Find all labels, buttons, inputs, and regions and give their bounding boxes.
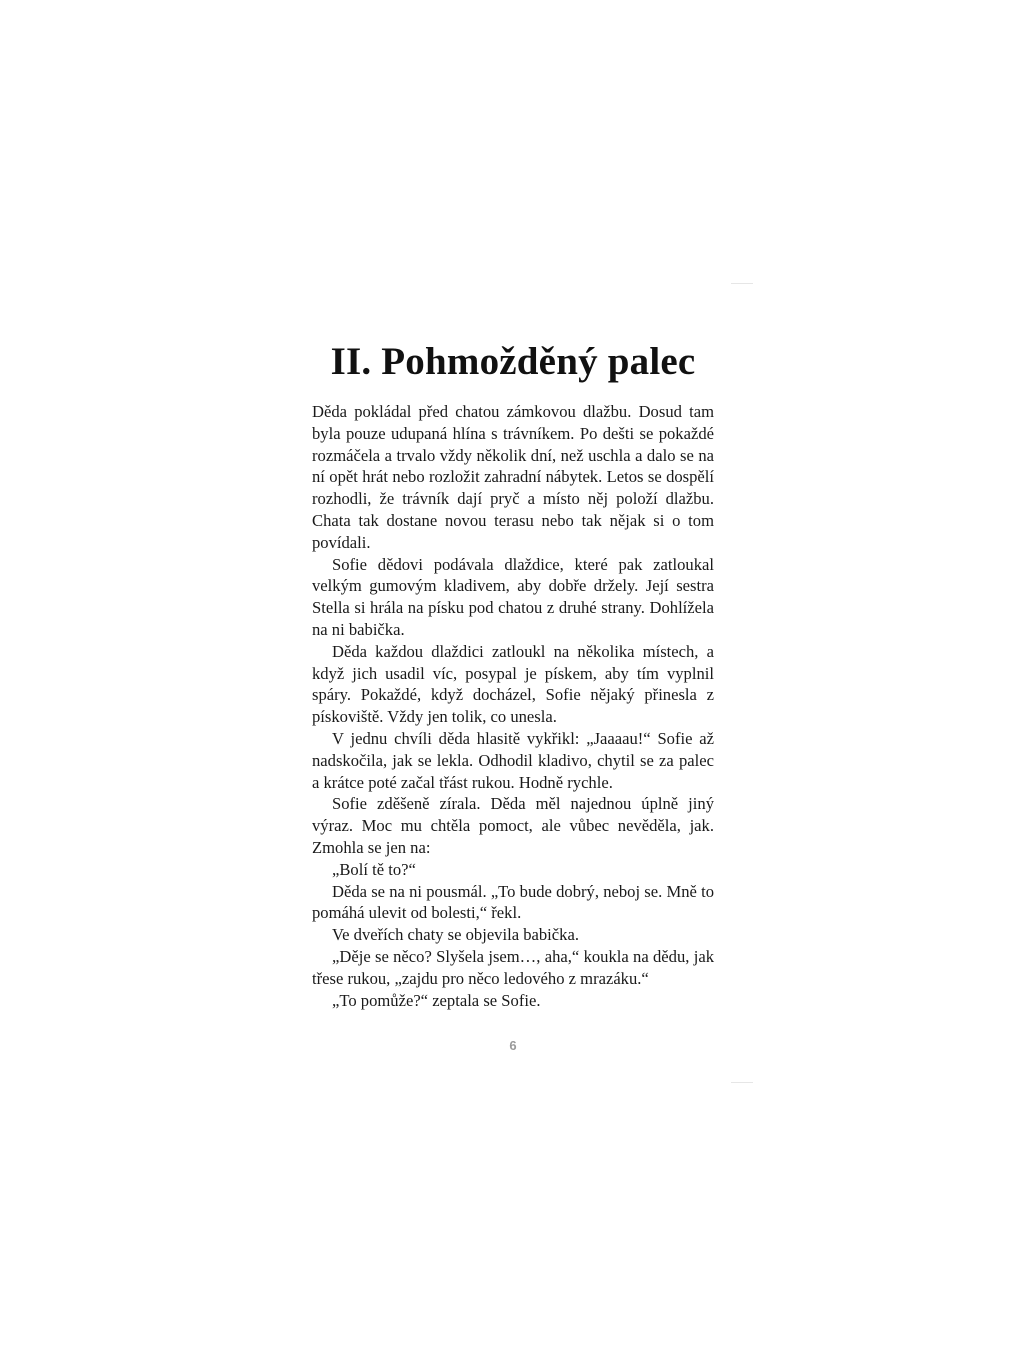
paragraph: Ve dveřích chaty se objevila babička. bbox=[332, 925, 579, 945]
crop-mark-top bbox=[731, 283, 753, 284]
paragraph: V jednu chvíli děda hlasitě vykřikl: „Jaaaau!“ Sofie až nadskočila, jak se lekla. Odhodil kladivo, chytil se za palec a krátce poté začal třást rukou. Hodně rychle. bbox=[312, 728, 714, 792]
paragraph: Děda se na ni pousmál. „To bude dobrý, neboj se. Mně to pomáhá ulevit od bolesti,“ řekl. bbox=[312, 881, 714, 923]
paragraph: Sofie dědovi podávala dlaždice, které pak zatloukal velkým gumovým kladivem, aby dobře držely. Její sestra Stella si hrála na písku pod chatou z druhé strany. Dohlížela na ni babička. bbox=[312, 554, 714, 639]
paragraph: Sofie zděšeně zírala. Děda měl najednou úplně jiný výraz. Moc mu chtěla pomoct, ale vůbec nevěděla, jak. Zmohla se jen na: bbox=[312, 794, 714, 857]
crop-mark-bottom bbox=[731, 1082, 753, 1083]
paragraph: Děda pokládal před chatou zámkovou dlažbu. Dosud tam byla pouze udupaná hlína s trávníkem. Po dešti se pokaždé rozmáčela a trvalo vždy několik dní, než uschla a dalo se na ní opět hrát nebo rozložit zahradní nábytek. Letos se dospělí rozhodli, že trávník dají pryč a místo něj položí dlažbu. Chata tak dostane novou terasu nebo tak nějak si o tom povídali. bbox=[312, 402, 714, 552]
paragraph: Děda každou dlaždici zatloukl na několika místech, a když jich usadil víc, posypal je pískem, aby tím vyplnil spáry. Pokaždé, když docházel, Sofie nějaký přinesla z pískoviště. Vždy jen tolik, co unesla. bbox=[312, 641, 714, 727]
chapter-body bbox=[312, 401, 714, 1011]
chapter-title: II. Pohmožděný palec bbox=[330, 340, 696, 383]
paragraph: „Bolí tě to?“ bbox=[332, 859, 416, 879]
paragraph: „To pomůže?“ zeptala se Sofie. bbox=[332, 990, 541, 1010]
page-number: 6 bbox=[509, 1038, 517, 1053]
paragraph: „Děje se něco? Slyšela jsem…, aha,“ koukla na dědu, jak třese rukou, „zajdu pro něco ledového z mrazáku.“ bbox=[312, 946, 714, 988]
